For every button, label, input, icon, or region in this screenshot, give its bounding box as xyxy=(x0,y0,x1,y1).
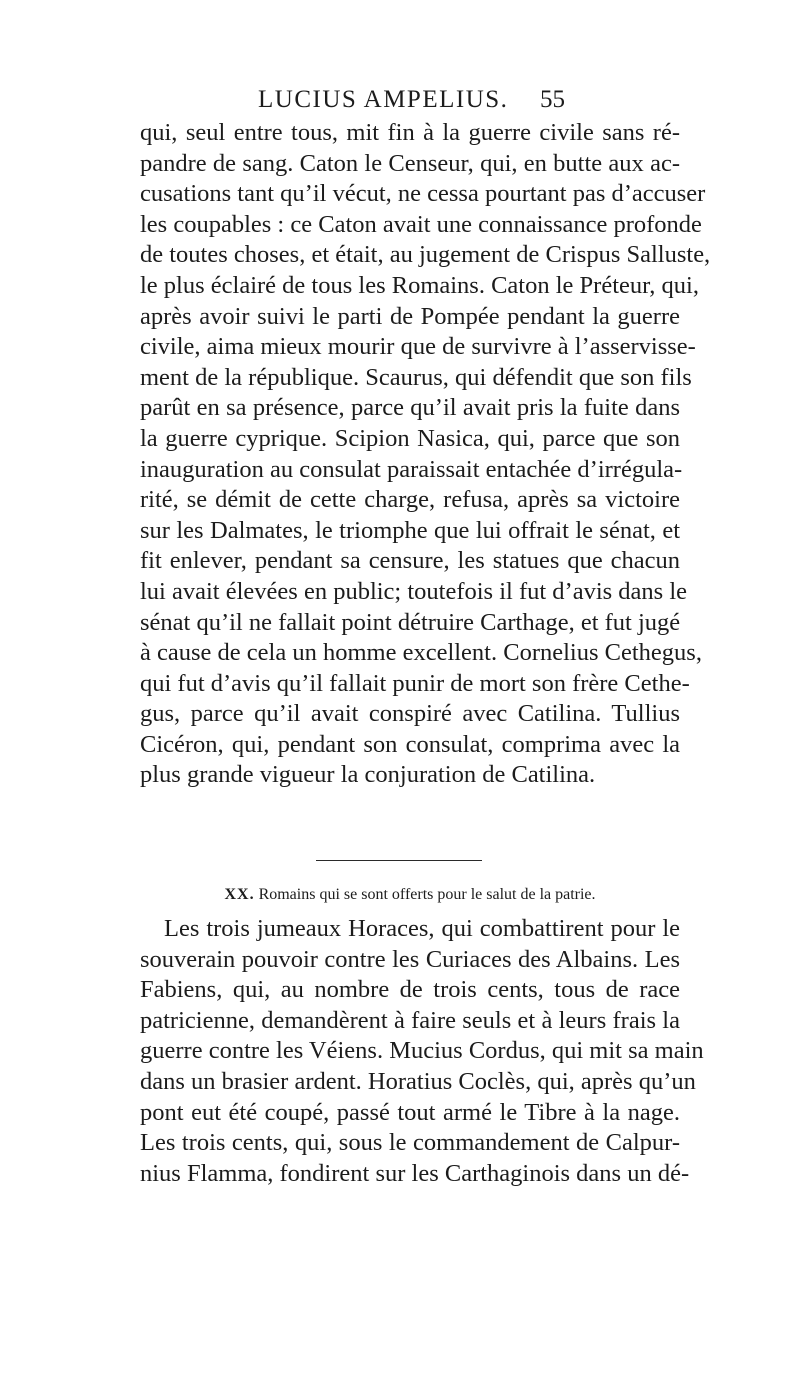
page-number: 55 xyxy=(540,86,565,113)
text-line: lui avait élevées en public; toutefois il fut d’avis dans le xyxy=(140,577,688,605)
text-line: Les trois cents, qui, sous le commandement de Calpur- xyxy=(140,1129,680,1157)
paragraph-2 xyxy=(140,914,704,1189)
text-line: civile, aima mieux mourir que de survivre à l’asservisse- xyxy=(140,333,696,361)
text-line: gus, parce qu’il avait conspiré avec Catilina. Tullius xyxy=(140,700,680,728)
text-line: inauguration au consulat paraissait entachée d’irrégula- xyxy=(140,455,683,483)
text-line: patricienne, demandèrent à faire seuls et à leurs frais la xyxy=(140,1006,680,1034)
text-line: dans un brasier ardent. Horatius Coclès, qui, après qu’un xyxy=(140,1067,696,1095)
text-line: nius Flamma, fondirent sur les Carthaginois dans un dé- xyxy=(140,1159,690,1187)
text-line: à cause de cela un homme excellent. Cornelius Cethegus, xyxy=(140,639,702,667)
text-line: plus grande vigueur la conjuration de Catilina. xyxy=(140,761,596,789)
text-line: pandre de sang. Caton le Censeur, qui, en butte aux ac- xyxy=(140,149,680,177)
text-line: sénat qu’il ne fallait point détruire Carthage, et fut jugé xyxy=(140,608,681,636)
text-line: de toutes choses, et était, au jugement de Crispus Salluste, xyxy=(140,241,711,269)
text-line: Cicéron, qui, pendant son consulat, comprima avec la xyxy=(140,730,680,758)
page-header xyxy=(258,84,538,116)
text-line: sur les Dalmates, le triomphe que lui offrait le sénat, et xyxy=(140,516,680,544)
paragraph-1 xyxy=(140,118,711,791)
section-title: Romains qui se sont offerts pour le salut de la patrie. xyxy=(258,886,596,903)
text-line: souverain pouvoir contre les Curiaces des Albains. Les xyxy=(140,945,680,973)
text-line: la guerre cyprique. Scipion Nasica, qui, parce que son xyxy=(140,424,680,452)
text-line: pont eut été coupé, passé tout armé le Tibre à la nage. xyxy=(140,1098,680,1126)
text-line: guerre contre les Véiens. Mucius Cordus, qui mit sa main xyxy=(140,1037,704,1065)
text-line: Fabiens, qui, au nombre de trois cents, tous de race xyxy=(140,976,680,1004)
running-title: LUCIUS AMPELIUS. xyxy=(258,86,509,113)
text-line: rité, se démit de cette charge, refusa, après sa victoire xyxy=(140,486,680,514)
section-number: XX. xyxy=(224,886,255,903)
text-line: parût en sa présence, parce qu’il avait pris la fuite dans xyxy=(140,394,680,422)
text-line: après avoir suivi le parti de Pompée pendant la guerre xyxy=(140,302,680,330)
text-line: qui fut d’avis qu’il fallait punir de mort son frère Cethe- xyxy=(140,669,690,697)
text-line: les coupables : ce Caton avait une connaissance profonde xyxy=(140,210,702,238)
text-line: cusations tant qu’il vécut, ne cessa pourtant pas d’accuser xyxy=(140,180,706,208)
section-divider xyxy=(316,860,482,861)
section-heading xyxy=(140,885,680,905)
text-line: fit enlever, pendant sa censure, les statues que chacun xyxy=(140,547,680,575)
text-line: le plus éclairé de tous les Romains. Caton le Préteur, qui, xyxy=(140,271,699,299)
text-line: qui, seul entre tous, mit fin à la guerre civile sans ré- xyxy=(140,119,680,146)
text-line: ment de la république. Scaurus, qui défendit que son fils xyxy=(140,363,692,391)
text-line: Les trois jumeaux Horaces, qui combattirent pour le xyxy=(164,915,680,942)
